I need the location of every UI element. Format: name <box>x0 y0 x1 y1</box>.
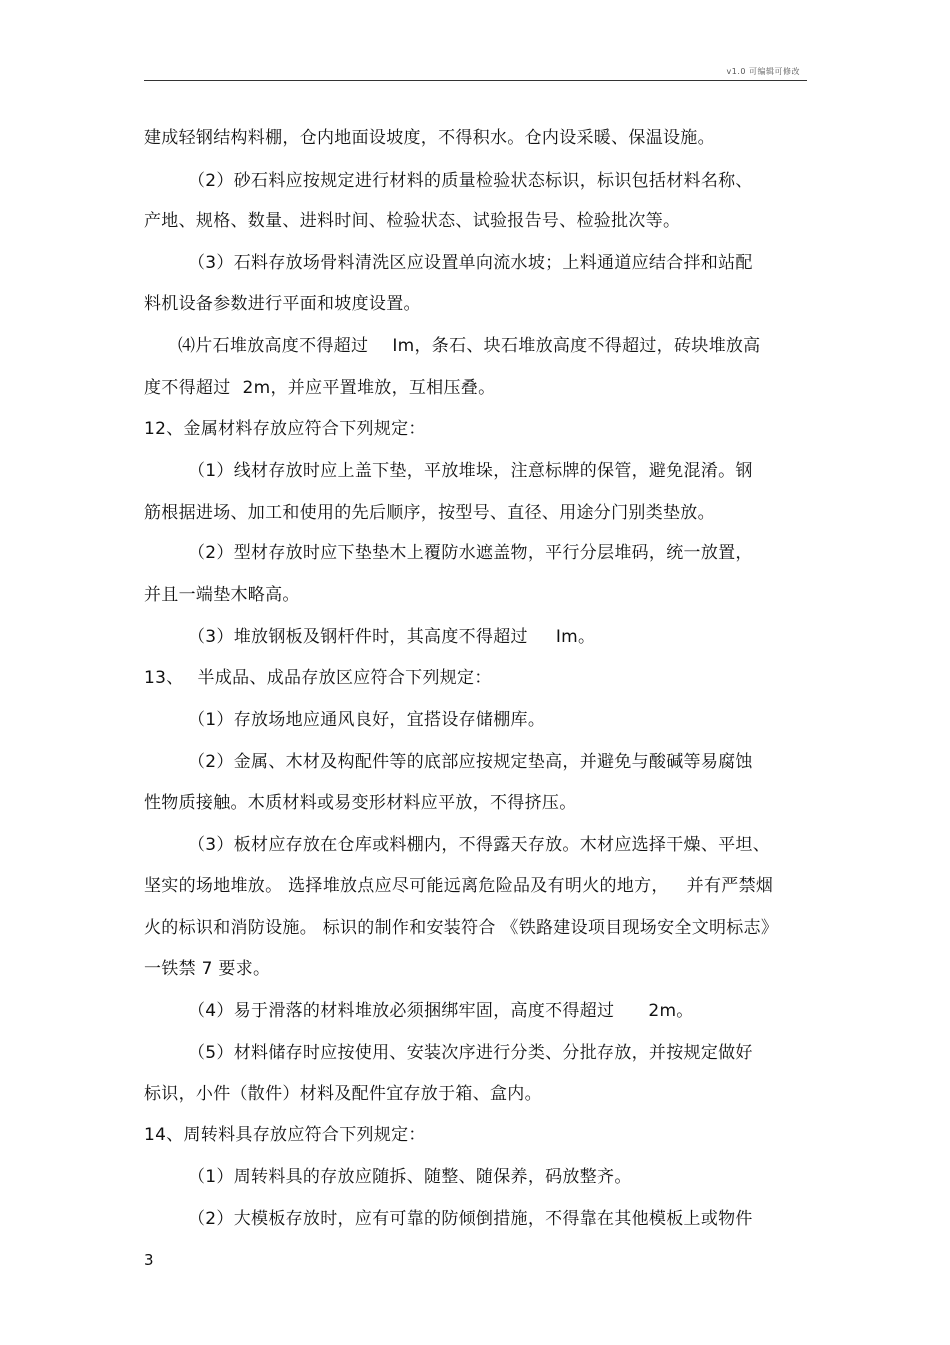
body-line: （2）砂石料应按规定进行材料的质量检验状态标识，标识包括材料名称、 <box>188 171 753 191</box>
body-line: （2）型材存放时应下垫垫木上覆防水遮盖物，平行分层堆码，统一放置， <box>188 543 753 563</box>
body-line <box>188 1000 694 1022</box>
body-line <box>188 626 595 648</box>
text-segment: 度不得超过 <box>144 378 231 398</box>
body-line: （2）大模板存放时，应有可靠的防倾倒措施，不得靠在其他模板上或物件 <box>188 1209 753 1229</box>
body-line: 建成轻钢结构料棚，仓内地面设坡度，不得积水。仓内设采暖、保温设施。 <box>144 128 715 148</box>
header-version: v1.0 可编辑可修改 <box>726 67 800 76</box>
text-segment: 并有严禁烟 <box>686 876 774 896</box>
text-segment: 2m。 <box>648 1001 694 1021</box>
body-line <box>144 377 495 399</box>
text-segment: Im，条石、块石堆放高度不得超过，砖块堆放高 <box>392 336 761 356</box>
body-line: 产地、规格、数量、进料时间、检验状态、试验报告号、检验批次等。 <box>144 211 681 231</box>
body-line: 并且一端垫木略高。 <box>144 585 300 605</box>
text-segment: （4）易于滑落的材料堆放必须捆绑牢固，高度不得超过 <box>188 1001 615 1021</box>
text-segment: 坚实的场地堆放。 选择堆放点应尽可能远离危险品及有明火的地方， <box>144 876 669 896</box>
text-segment: 2m，并应平置堆放，互相压叠。 <box>242 378 496 398</box>
body-line: 14、周转料具存放应符合下列规定： <box>144 1125 426 1145</box>
text-segment: （3）堆放钢板及钢杆件时，其高度不得超过 <box>188 627 528 647</box>
body-line <box>144 667 492 689</box>
body-line: 12、金属材料存放应符合下列规定： <box>144 419 426 439</box>
header-rule <box>144 80 807 81</box>
text-segment: Im。 <box>555 627 596 647</box>
body-line: 料机设备参数进行平面和坡度设置。 <box>144 294 421 314</box>
body-line: 筋根据进场、加工和使用的先后顺序，按型号、直径、用途分门别类垫放。 <box>144 503 715 523</box>
body-line: 性物质接触。木质材料或易变形材料应平放，不得挤压。 <box>144 793 577 813</box>
text-segment: ⑷片石堆放高度不得超过 <box>178 336 369 356</box>
body-line: （2）金属、木材及构配件等的底部应按规定垫高，并避免与酸碱等易腐蚀 <box>188 752 753 772</box>
body-line: （3）石料存放场骨料清洗区应设置单向流水坡；上料通道应结合拌和站配 <box>188 253 753 273</box>
text-segment: 半成品、成品存放区应符合下列规定： <box>197 668 492 688</box>
page-number: 3 <box>144 1251 154 1269</box>
body-line: （1）周转料具的存放应随拆、随整、随保养，码放整齐。 <box>188 1167 632 1187</box>
body-line: （5）材料储存时应按使用、安装次序进行分类、分批存放，并按规定做好 <box>188 1043 753 1063</box>
body-line: （1）线材存放时应上盖下垫，平放堆垛，注意标牌的保管，避免混淆。钢 <box>188 461 753 481</box>
body-line: （1）存放场地应通风良好，宜搭设存储棚库。 <box>188 710 546 730</box>
text-segment: 13、 <box>144 668 184 688</box>
body-line <box>178 335 761 357</box>
body-line <box>144 875 773 897</box>
body-line: 火的标识和消防设施。 标识的制作和安装符合 《铁路建设项目现场安全文明标志》 <box>144 918 779 938</box>
body-line: 标识，小件（散件）材料及配件宜存放于箱、盒内。 <box>144 1084 542 1104</box>
body-line: （3）板材应存放在仓库或料棚内，不得露天存放。木材应选择干燥、平坦、 <box>188 835 771 855</box>
body-line: 一铁禁 7 要求。 <box>144 959 271 979</box>
